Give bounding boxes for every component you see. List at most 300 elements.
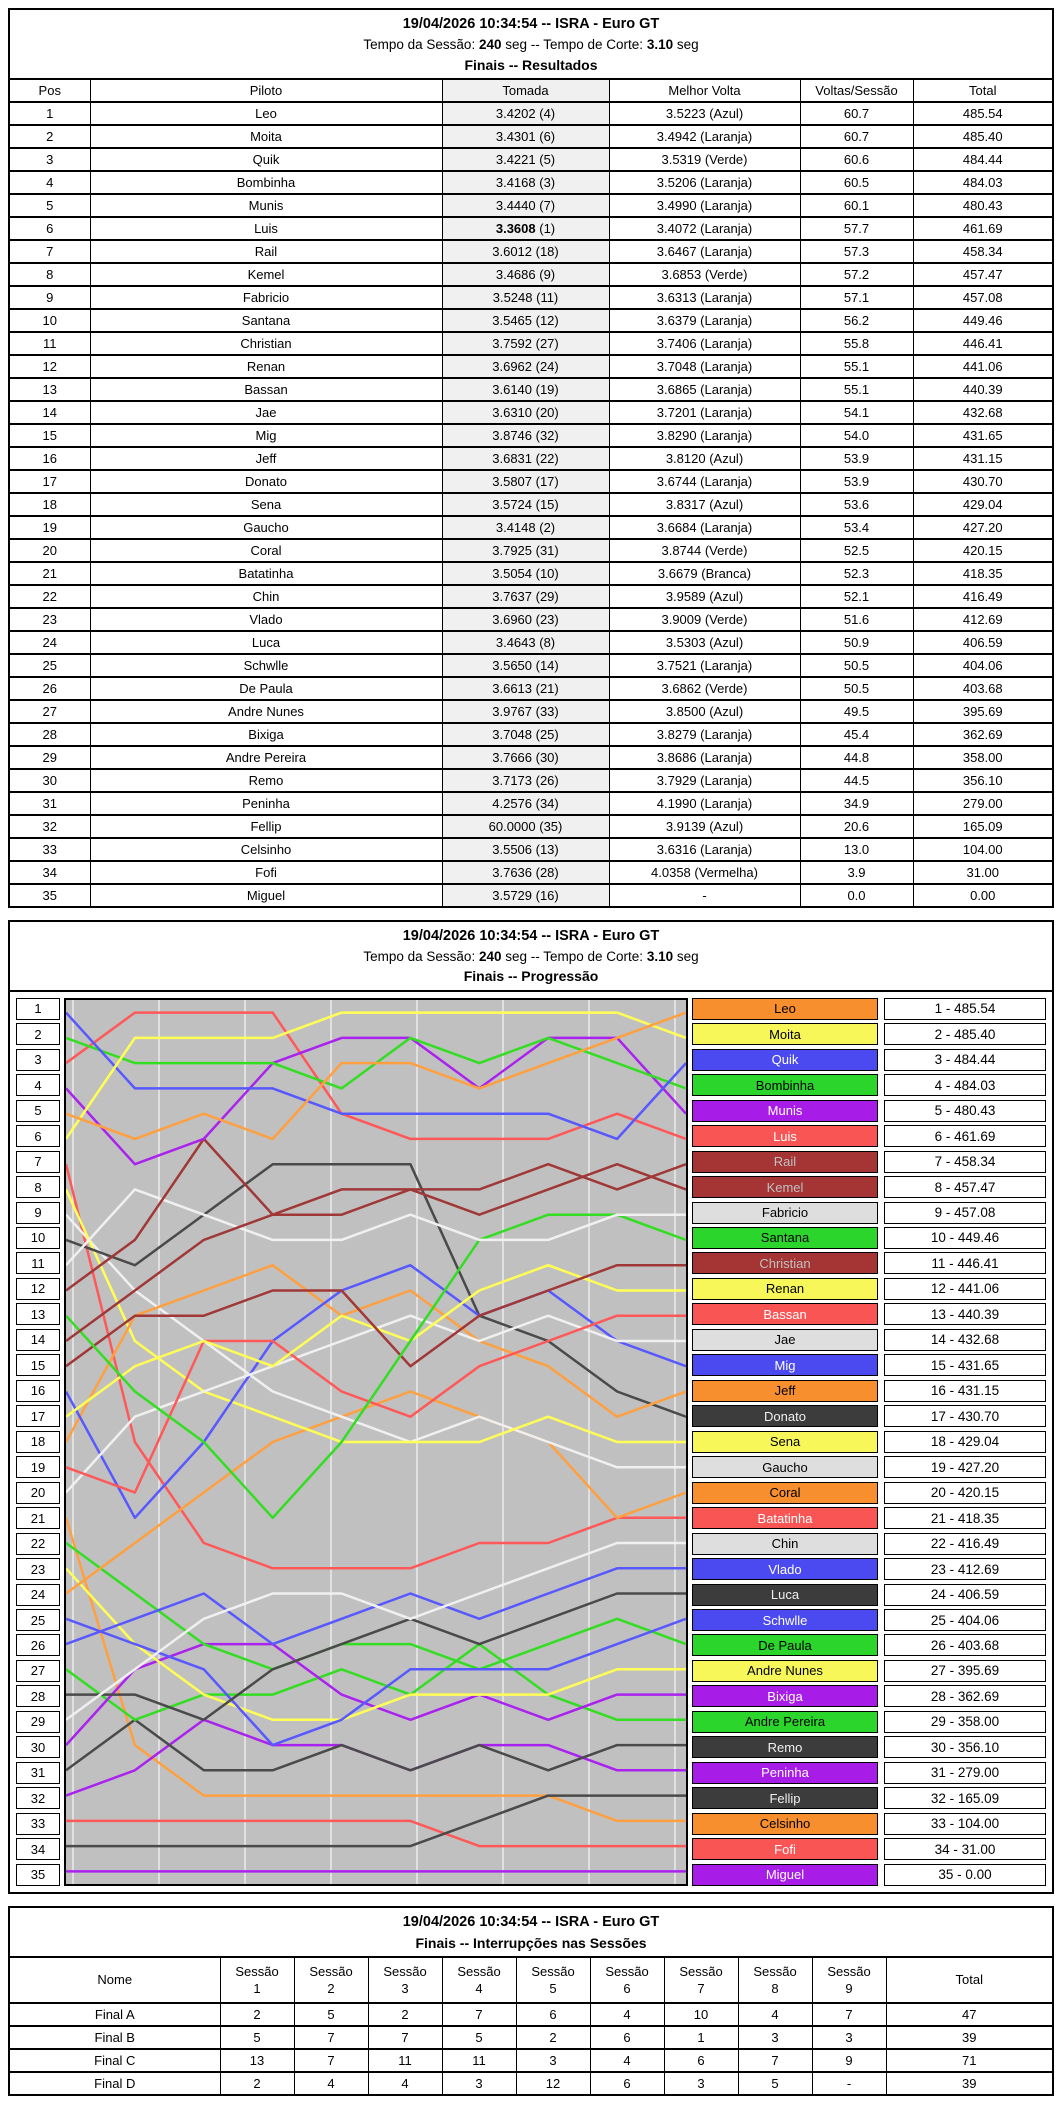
legend-driver-box: Fabricio xyxy=(692,1202,878,1224)
cell-melhor-volta: 3.5206 (Laranja) xyxy=(609,171,800,194)
cell-pos: 30 xyxy=(10,769,90,792)
cell-tomada: 60.0000 (35) xyxy=(442,815,609,838)
results-title: 19/04/2026 10:34:54 -- ISRA - Euro GT xyxy=(402,16,660,32)
rank-total-box: 13 - 440.39 xyxy=(884,1303,1046,1325)
col-header-sessao xyxy=(368,1958,442,2003)
cell-sessao-value: 2 xyxy=(220,2003,294,2026)
position-box: 7 xyxy=(16,1151,60,1173)
results-row xyxy=(10,424,1052,447)
cell-total: 485.40 xyxy=(913,125,1052,148)
cell-sessao-value: 3 xyxy=(812,2026,886,2049)
results-row xyxy=(10,838,1052,861)
col-header-sessao xyxy=(590,1958,664,2003)
cell-tomada: 3.6960 (23) xyxy=(442,608,609,631)
cell-total: 404.06 xyxy=(913,654,1052,677)
cell-total: 441.06 xyxy=(913,355,1052,378)
cell-sessao-value: 11 xyxy=(368,2049,442,2072)
cell-total: 362.69 xyxy=(913,723,1052,746)
cell-total: 31.00 xyxy=(913,861,1052,884)
legend-driver-box: Andre Nunes xyxy=(692,1660,878,1682)
cell-sessao-value: 5 xyxy=(442,2026,516,2049)
cell-melhor-volta: 3.6744 (Laranja) xyxy=(609,470,800,493)
sessao-number: 6 xyxy=(623,1981,631,1997)
legend-driver-box: Batatinha xyxy=(692,1507,878,1529)
rank-total-box: 16 - 431.15 xyxy=(884,1380,1046,1402)
cell-pos: 19 xyxy=(10,516,90,539)
cell-tomada: 3.7925 (31) xyxy=(442,539,609,562)
position-box: 34 xyxy=(16,1838,60,1860)
cell-piloto: Bassan xyxy=(90,378,442,401)
legend-driver-box: Chin xyxy=(692,1533,878,1555)
cell-melhor-volta: 3.6853 (Verde) xyxy=(609,263,800,286)
legend-driver-box: Luca xyxy=(692,1584,878,1606)
results-row xyxy=(10,700,1052,723)
position-box: 32 xyxy=(16,1787,60,1809)
cell-voltas-sessao: 50.9 xyxy=(800,631,913,654)
position-box: 13 xyxy=(16,1303,60,1325)
results-row xyxy=(10,792,1052,815)
interruptions-header-row xyxy=(10,1958,1052,2003)
cell-melhor-volta: 3.7048 (Laranja) xyxy=(609,355,800,378)
cell-tomada: 3.7666 (30) xyxy=(442,746,609,769)
cell-piloto: Bixiga xyxy=(90,723,442,746)
cell-pos: 31 xyxy=(10,792,90,815)
cell-total: 165.09 xyxy=(913,815,1052,838)
cell-sessao-value: 2 xyxy=(516,2026,590,2049)
cell-tomada: 3.7637 (29) xyxy=(442,585,609,608)
tomada-time: 3.7048 xyxy=(492,726,533,742)
cell-tomada: 3.7173 (26) xyxy=(442,769,609,792)
results-row xyxy=(10,378,1052,401)
cell-pos: 18 xyxy=(10,493,90,516)
cell-piloto: Luca xyxy=(90,631,442,654)
position-box: 3 xyxy=(16,1049,60,1071)
sessao-number: 2 xyxy=(327,1981,335,1997)
cell-piloto: De Paula xyxy=(90,677,442,700)
progression-panel xyxy=(8,920,1054,1894)
rank-total-box: 9 - 457.08 xyxy=(884,1202,1046,1224)
legend-driver-box: Quik xyxy=(692,1049,878,1071)
cell-sessao-value: - xyxy=(812,2072,886,2094)
cell-pos: 17 xyxy=(10,470,90,493)
results-row xyxy=(10,217,1052,240)
results-row xyxy=(10,769,1052,792)
cell-sessao-value: 7 xyxy=(368,2026,442,2049)
tomada-time: 3.5465 xyxy=(492,312,533,328)
cell-voltas-sessao: 60.7 xyxy=(800,125,913,148)
cell-sessao-value: 7 xyxy=(738,2049,812,2072)
tomada-time: 3.6012 xyxy=(492,243,533,259)
position-box: 17 xyxy=(16,1405,60,1427)
cell-piloto: Fofi xyxy=(90,861,442,884)
progression-header xyxy=(10,922,1052,992)
col-header-nome: Nome xyxy=(10,1958,220,2003)
position-box: 24 xyxy=(16,1584,60,1606)
legend-driver-box: Moita xyxy=(692,1023,878,1045)
cell-pos: 11 xyxy=(10,332,90,355)
legend-driver-box: Leo xyxy=(692,998,878,1020)
sessao-number: 9 xyxy=(845,1981,853,1997)
cell-total: 429.04 xyxy=(913,493,1052,516)
cell-total: 480.43 xyxy=(913,194,1052,217)
cell-voltas-sessao: 44.5 xyxy=(800,769,913,792)
rank-total-box: 27 - 395.69 xyxy=(884,1660,1046,1682)
interruptions-row xyxy=(10,2003,1052,2026)
cell-piloto: Renan xyxy=(90,355,442,378)
cell-total: 484.03 xyxy=(913,171,1052,194)
legend-driver-box: Fellip xyxy=(692,1787,878,1809)
interruptions-header xyxy=(10,1908,1052,1958)
results-row xyxy=(10,654,1052,677)
rank-total-box: 15 - 431.65 xyxy=(884,1354,1046,1376)
cell-melhor-volta: 3.7201 (Laranja) xyxy=(609,401,800,424)
position-box: 33 xyxy=(16,1813,60,1835)
results-header-row xyxy=(10,80,1052,102)
col-header-piloto: Piloto xyxy=(90,80,442,102)
cell-row-total: 71 xyxy=(886,2049,1052,2072)
rank-total-box: 6 - 461.69 xyxy=(884,1125,1046,1147)
cell-sessao-value: 4 xyxy=(590,2003,664,2026)
cell-voltas-sessao: 60.1 xyxy=(800,194,913,217)
driver-legend-column xyxy=(692,998,878,1886)
cell-pos: 34 xyxy=(10,861,90,884)
legend-driver-box: Coral xyxy=(692,1482,878,1504)
tomada-time: 3.6613 xyxy=(492,680,533,696)
cell-pos: 7 xyxy=(10,240,90,263)
rank-total-box: 14 - 432.68 xyxy=(884,1329,1046,1351)
interruptions-row xyxy=(10,2049,1052,2072)
cell-sessao-value: 6 xyxy=(590,2026,664,2049)
cell-pos: 5 xyxy=(10,194,90,217)
cell-piloto: Vlado xyxy=(90,608,442,631)
cell-sessao-value: 6 xyxy=(516,2003,590,2026)
cell-melhor-volta: 3.4072 (Laranja) xyxy=(609,217,800,240)
cell-total: 420.15 xyxy=(913,539,1052,562)
position-box: 14 xyxy=(16,1329,60,1351)
cell-voltas-sessao: 52.5 xyxy=(800,539,913,562)
cell-piloto: Schwlle xyxy=(90,654,442,677)
cell-nome: Final D xyxy=(10,2072,220,2094)
position-box: 16 xyxy=(16,1380,60,1402)
cell-sessao-value: 3 xyxy=(442,2072,516,2094)
results-row xyxy=(10,332,1052,355)
cell-total: 358.00 xyxy=(913,746,1052,769)
cell-total: 449.46 xyxy=(913,309,1052,332)
cell-voltas-sessao: 51.6 xyxy=(800,608,913,631)
cell-pos: 29 xyxy=(10,746,90,769)
tomada-time: 3.7666 xyxy=(492,749,533,765)
position-box: 18 xyxy=(16,1431,60,1453)
cell-sessao-value: 1 xyxy=(664,2026,738,2049)
results-row xyxy=(10,194,1052,217)
cell-melhor-volta: 3.6862 (Verde) xyxy=(609,677,800,700)
cell-pos: 21 xyxy=(10,562,90,585)
results-row xyxy=(10,746,1052,769)
results-row xyxy=(10,447,1052,470)
cell-pos: 1 xyxy=(10,102,90,125)
results-row xyxy=(10,125,1052,148)
cell-sessao-value: 5 xyxy=(294,2003,368,2026)
sessao-number: 8 xyxy=(771,1981,779,1997)
col-header-voltas-sessao: Voltas/Sessão xyxy=(800,80,913,102)
cell-sessao-value: 2 xyxy=(220,2072,294,2094)
cell-piloto: Donato xyxy=(90,470,442,493)
tomada-time: 4.2576 xyxy=(492,795,533,811)
cell-tomada: 3.7592 (27) xyxy=(442,332,609,355)
legend-driver-box: Vlado xyxy=(692,1558,878,1580)
legend-driver-box: Donato xyxy=(692,1405,878,1427)
results-subtitle: Tempo da Sessão: 240 seg -- Tempo de Corte: 3.10 seg xyxy=(363,37,699,53)
results-row xyxy=(10,608,1052,631)
cell-pos: 26 xyxy=(10,677,90,700)
legend-driver-box: Jae xyxy=(692,1329,878,1351)
cell-melhor-volta: 3.6684 (Laranja) xyxy=(609,516,800,539)
tomada-time: 3.7173 xyxy=(492,772,533,788)
position-box: 10 xyxy=(16,1227,60,1249)
position-box: 27 xyxy=(16,1660,60,1682)
cell-total: 431.15 xyxy=(913,447,1052,470)
cell-tomada: 3.4168 (3) xyxy=(442,171,609,194)
cell-pos: 14 xyxy=(10,401,90,424)
cell-nome: Final B xyxy=(10,2026,220,2049)
position-box: 25 xyxy=(16,1609,60,1631)
rank-total-box: 22 - 416.49 xyxy=(884,1533,1046,1555)
cell-melhor-volta: - xyxy=(609,884,800,906)
rank-total-box: 32 - 165.09 xyxy=(884,1787,1046,1809)
cell-voltas-sessao: 50.5 xyxy=(800,654,913,677)
position-box: 22 xyxy=(16,1533,60,1555)
cell-total: 457.08 xyxy=(913,286,1052,309)
rank-total-box: 21 - 418.35 xyxy=(884,1507,1046,1529)
position-box: 2 xyxy=(16,1023,60,1045)
legend-driver-box: Rail xyxy=(692,1151,878,1173)
cell-sessao-value: 4 xyxy=(738,2003,812,2026)
tomada-time: 3.6140 xyxy=(492,381,533,397)
tomada-time: 3.6960 xyxy=(492,611,533,627)
cell-voltas-sessao: 45.4 xyxy=(800,723,913,746)
tomada-time: 3.8746 xyxy=(492,427,533,443)
cell-tomada: 3.4202 (4) xyxy=(442,102,609,125)
results-row xyxy=(10,286,1052,309)
cell-melhor-volta: 3.5319 (Verde) xyxy=(609,148,800,171)
cell-total: 484.44 xyxy=(913,148,1052,171)
cell-tomada: 3.4686 (9) xyxy=(442,263,609,286)
results-section-title: Finais -- Resultados xyxy=(464,56,598,73)
cell-total: 485.54 xyxy=(913,102,1052,125)
cell-piloto: Andre Pereira xyxy=(90,746,442,769)
cell-tomada: 3.5248 (11) xyxy=(442,286,609,309)
cell-tomada: 3.5729 (16) xyxy=(442,884,609,906)
cell-voltas-sessao: 55.1 xyxy=(800,355,913,378)
tomada-time: 3.7637 xyxy=(492,588,533,604)
cell-melhor-volta: 3.8686 (Laranja) xyxy=(609,746,800,769)
cell-tomada: 3.5650 (14) xyxy=(442,654,609,677)
cell-tomada: 3.5724 (15) xyxy=(442,493,609,516)
results-row xyxy=(10,355,1052,378)
cell-melhor-volta: 3.6379 (Laranja) xyxy=(609,309,800,332)
results-row xyxy=(10,263,1052,286)
cell-tomada: 3.4221 (5) xyxy=(442,148,609,171)
interruptions-panel xyxy=(8,1906,1054,2096)
sessao-label: Sessão xyxy=(605,1963,649,1979)
tomada-time: 60.0000 xyxy=(488,818,536,834)
results-panel xyxy=(8,8,1054,908)
sessao-number: 4 xyxy=(475,1981,483,1997)
legend-driver-box: Santana xyxy=(692,1227,878,1249)
interruptions-table xyxy=(10,1958,1052,2094)
rank-total-box: 2 - 485.40 xyxy=(884,1023,1046,1045)
cell-pos: 24 xyxy=(10,631,90,654)
position-box: 26 xyxy=(16,1634,60,1656)
cell-sessao-value: 6 xyxy=(590,2072,664,2094)
cell-melhor-volta: 3.5303 (Azul) xyxy=(609,631,800,654)
col-header-sessao xyxy=(664,1958,738,2003)
legend-driver-box: Luis xyxy=(692,1125,878,1147)
cell-melhor-volta: 3.7521 (Laranja) xyxy=(609,654,800,677)
cell-pos: 2 xyxy=(10,125,90,148)
col-header-sessao xyxy=(442,1958,516,2003)
cell-voltas-sessao: 52.1 xyxy=(800,585,913,608)
sessao-number: 7 xyxy=(697,1981,705,1997)
cell-voltas-sessao: 53.9 xyxy=(800,470,913,493)
sessao-label: Sessão xyxy=(457,1963,501,1979)
cell-tomada: 3.4643 (8) xyxy=(442,631,609,654)
rank-total-box: 24 - 406.59 xyxy=(884,1584,1046,1606)
results-row xyxy=(10,562,1052,585)
cell-voltas-sessao: 60.5 xyxy=(800,171,913,194)
cell-melhor-volta: 3.6865 (Laranja) xyxy=(609,378,800,401)
legend-driver-box: Christian xyxy=(692,1252,878,1274)
legend-driver-box: Sena xyxy=(692,1431,878,1453)
cell-sessao-value: 2 xyxy=(368,2003,442,2026)
legend-driver-box: Peninha xyxy=(692,1762,878,1784)
tomada-time: 3.7636 xyxy=(492,864,533,880)
position-box: 15 xyxy=(16,1354,60,1376)
cell-piloto: Remo xyxy=(90,769,442,792)
tomada-time: 3.5807 xyxy=(492,473,533,489)
cell-sessao-value: 7 xyxy=(812,2003,886,2026)
cell-voltas-sessao: 56.2 xyxy=(800,309,913,332)
sessao-label: Sessão xyxy=(753,1963,797,1979)
position-box: 30 xyxy=(16,1736,60,1758)
tomada-time: 3.3608 xyxy=(495,220,536,236)
results-row xyxy=(10,884,1052,906)
cell-piloto: Jeff xyxy=(90,447,442,470)
results-row xyxy=(10,861,1052,884)
results-row xyxy=(10,677,1052,700)
cell-piloto: Rail xyxy=(90,240,442,263)
results-table xyxy=(10,80,1052,906)
position-box: 4 xyxy=(16,1074,60,1096)
cell-melhor-volta: 3.8317 (Azul) xyxy=(609,493,800,516)
sessao-label: Sessão xyxy=(235,1963,279,1979)
cell-tomada: 3.4440 (7) xyxy=(442,194,609,217)
tomada-time: 3.5248 xyxy=(492,289,533,305)
legend-driver-box: Renan xyxy=(692,1278,878,1300)
cell-pos: 20 xyxy=(10,539,90,562)
cell-total: 418.35 xyxy=(913,562,1052,585)
legend-driver-box: Mig xyxy=(692,1354,878,1376)
cell-melhor-volta: 4.0358 (Vermelha) xyxy=(609,861,800,884)
cell-tomada: 3.7048 (25) xyxy=(442,723,609,746)
cell-melhor-volta: 3.7929 (Laranja) xyxy=(609,769,800,792)
interruptions-row xyxy=(10,2026,1052,2049)
cell-row-total: 39 xyxy=(886,2072,1052,2094)
cell-voltas-sessao: 3.9 xyxy=(800,861,913,884)
cell-row-total: 47 xyxy=(886,2003,1052,2026)
cell-piloto: Miguel xyxy=(90,884,442,906)
cell-tomada: 3.9767 (33) xyxy=(442,700,609,723)
cell-voltas-sessao: 57.3 xyxy=(800,240,913,263)
col-header-sessao xyxy=(294,1958,368,2003)
cell-voltas-sessao: 53.6 xyxy=(800,493,913,516)
tomada-time: 3.4301 xyxy=(495,128,536,144)
cell-pos: 16 xyxy=(10,447,90,470)
cell-total: 458.34 xyxy=(913,240,1052,263)
sessao-number: 3 xyxy=(401,1981,409,1997)
position-box: 12 xyxy=(16,1278,60,1300)
tomada-time: 3.6831 xyxy=(492,450,533,466)
cell-tomada: 3.6613 (21) xyxy=(442,677,609,700)
cell-voltas-sessao: 52.3 xyxy=(800,562,913,585)
col-header-pos: Pos xyxy=(10,80,90,102)
cell-piloto: Batatinha xyxy=(90,562,442,585)
cell-pos: 25 xyxy=(10,654,90,677)
progression-plot xyxy=(64,998,688,1886)
cell-pos: 4 xyxy=(10,171,90,194)
legend-driver-box: Bassan xyxy=(692,1303,878,1325)
cell-pos: 28 xyxy=(10,723,90,746)
progression-chart-row xyxy=(10,992,1052,1892)
cell-piloto: Fabricio xyxy=(90,286,442,309)
cell-melhor-volta: 3.6313 (Laranja) xyxy=(609,286,800,309)
position-box: 1 xyxy=(16,998,60,1020)
position-box: 9 xyxy=(16,1202,60,1224)
sessao-label: Sessão xyxy=(309,1963,353,1979)
cell-pos: 15 xyxy=(10,424,90,447)
tomada-time: 3.4686 xyxy=(495,266,536,282)
legend-driver-box: Andre Pereira xyxy=(692,1711,878,1733)
interruptions-title: 19/04/2026 10:34:54 -- ISRA - Euro GT xyxy=(402,1913,660,1930)
cell-tomada: 3.5054 (10) xyxy=(442,562,609,585)
cell-piloto: Bombinha xyxy=(90,171,442,194)
results-row xyxy=(10,309,1052,332)
cell-tomada: 3.6012 (18) xyxy=(442,240,609,263)
results-row xyxy=(10,723,1052,746)
cell-total: 104.00 xyxy=(913,838,1052,861)
cell-melhor-volta: 4.1990 (Laranja) xyxy=(609,792,800,815)
cell-melhor-volta: 3.9139 (Azul) xyxy=(609,815,800,838)
cell-sessao-value: 3 xyxy=(664,2072,738,2094)
cell-total: 356.10 xyxy=(913,769,1052,792)
legend-driver-box: Fofi xyxy=(692,1838,878,1860)
interruptions-tbody xyxy=(10,1958,1052,2094)
cell-sessao-value: 3 xyxy=(738,2026,812,2049)
position-box: 6 xyxy=(16,1125,60,1147)
tomada-time: 3.4148 xyxy=(495,519,536,535)
progression-title: 19/04/2026 10:34:54 -- ISRA - Euro GT xyxy=(402,927,660,944)
cell-total: 395.69 xyxy=(913,700,1052,723)
cell-pos: 13 xyxy=(10,378,90,401)
col-header-melhor-volta: Melhor Volta xyxy=(609,80,800,102)
cell-voltas-sessao: 20.6 xyxy=(800,815,913,838)
cell-pos: 33 xyxy=(10,838,90,861)
position-box: 19 xyxy=(16,1456,60,1478)
results-header xyxy=(10,10,1052,80)
cell-voltas-sessao: 0.0 xyxy=(800,884,913,906)
results-tbody xyxy=(10,80,1052,906)
rank-total-box: 19 - 427.20 xyxy=(884,1456,1046,1478)
